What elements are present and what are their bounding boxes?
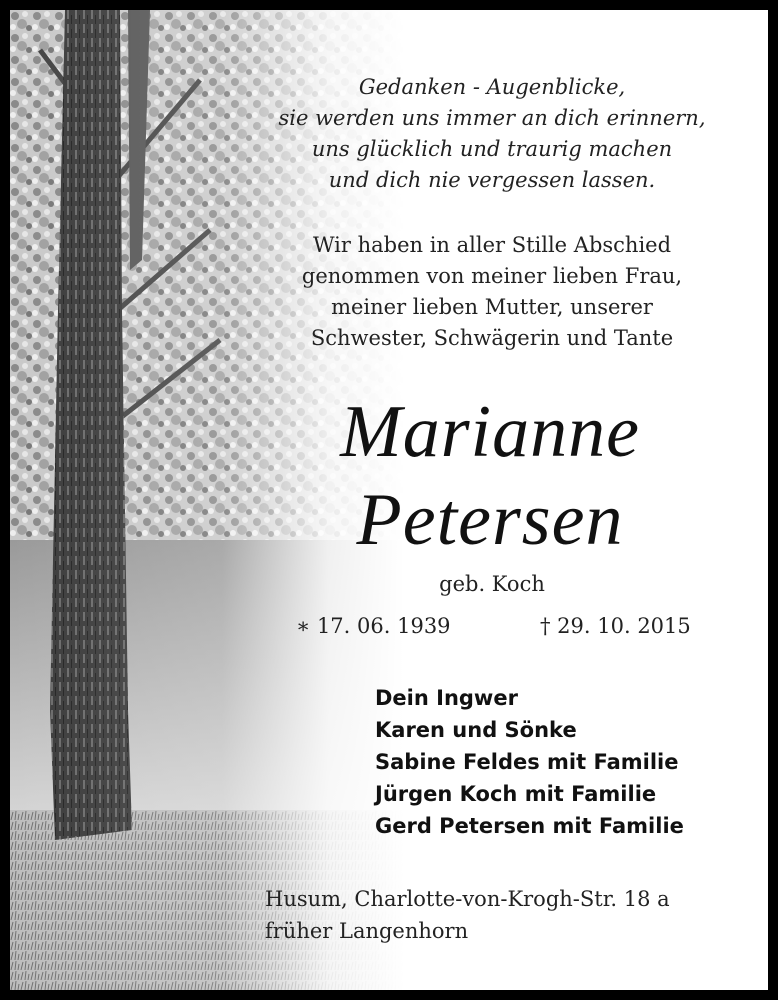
death-date: † 29. 10. 2015 xyxy=(540,614,691,638)
poem-line: und dich nie vergessen lassen. xyxy=(328,168,656,192)
announcement-line: genommen von meiner lieben Frau, xyxy=(301,264,683,288)
announcement-line: Schwester, Schwägerin und Tante xyxy=(310,326,674,350)
announcement-line: Wir haben in aller Stille Abschied xyxy=(312,233,672,257)
maiden-name: geb. Koch xyxy=(439,572,545,596)
poem-line: uns glücklich und traurig machen xyxy=(311,137,673,161)
poem-line: sie werden uns immer an dich erinnern, xyxy=(278,106,706,130)
announcement-text xyxy=(262,230,722,354)
obituary-notice xyxy=(10,10,768,990)
mourners-list xyxy=(375,682,684,842)
poem-line: Gedanken - Augenblicke, xyxy=(358,75,626,99)
mourner-entry: Gerd Petersen mit Familie xyxy=(375,814,684,838)
announcement-line: meiner lieben Mutter, unserer xyxy=(331,295,653,319)
deceased-first-name: Marianne xyxy=(340,391,640,473)
mourner-entry: Dein Ingwer xyxy=(375,686,518,710)
memorial-poem xyxy=(262,72,722,196)
birth-date: ∗ 17. 06. 1939 xyxy=(296,614,451,638)
address-line: Husum, Charlotte-von-Krogh-Str. 18 a xyxy=(265,887,670,911)
mourner-entry: Jürgen Koch mit Familie xyxy=(375,782,657,806)
address-block xyxy=(265,883,670,947)
mourner-entry: Sabine Feldes mit Familie xyxy=(375,750,679,774)
mourner-entry: Karen und Sönke xyxy=(375,718,577,742)
previous-location: früher Langenhorn xyxy=(265,919,469,943)
deceased-last-name: Petersen xyxy=(356,479,624,561)
